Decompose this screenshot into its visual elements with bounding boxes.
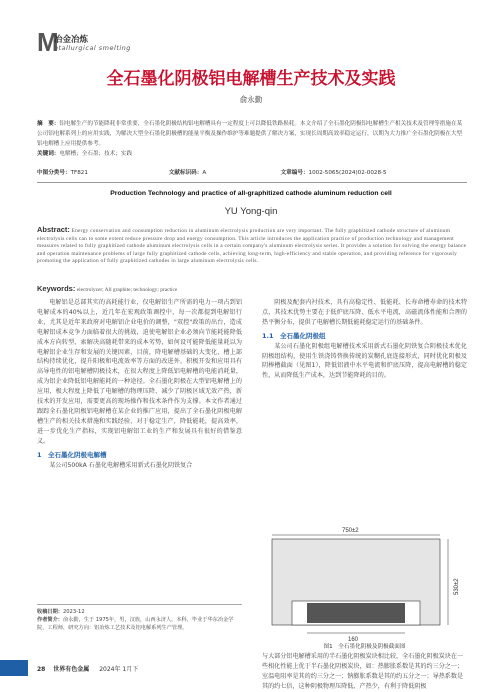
article-no-value: 1002-5065(2024)02-0028-5 (308, 170, 387, 176)
keywords-en (37, 284, 467, 293)
body-paragraph-after-figure: 与大部分铝电解槽采用的半石墨化阴极炭块相比较，全石墨化阴极炭块在一些相化性能上优于半石墨化阴极炭块，如：热膨胀系数是其的约三分之一；室温电阻率是其的约三分之一；钠膨胀系数是其的约五分之一；导热系数是其的约七倍，这种阴极物理压降低、产热少，有利于降低阴极 (262, 653, 464, 690)
height-dimension-label: 530±2 (454, 578, 460, 595)
brand-section-cn: 冶金冶炼 (54, 35, 89, 45)
page-corner-mark (0, 660, 28, 676)
author-bio-text: 俞永勤，生于 1975年，男，汉族，山西永济人，本科，毕业于华东冶金学院，工程师，研究方向：铝冶炼工艺技术及铝电解系列生产管理。 (37, 617, 234, 631)
journal-name: 世界有色金属 (53, 666, 90, 673)
keywords-cn-label: 关键词： (37, 151, 60, 157)
cathode-section-figure (262, 523, 467, 643)
keywords-en-label: Keywords: (37, 284, 76, 293)
body-paragraph: 阴极及配套内衬技术，具有高稳定性、低能耗、长寿命槽寿命的技术特点，其技术优势主要在于低炉底压降、低水平电流，高磁流体性能和合理的热平衡分布，提供了电解槽长期低能耗稳定运行的基础条件。 (262, 299, 467, 326)
body-column-right (262, 298, 467, 381)
author-bio (37, 616, 242, 632)
author-bio-label: 作者简介： (37, 617, 63, 623)
received-value: 2023-12 (62, 609, 85, 615)
body-paragraph: 电解铝是总部其实的高耗能行业，仅电解铝生产所需的电力一项占到铝电解成本的40%以上，近几年在宏观政策调控中，每一次都提到电解铝行业，尤其是近年来政府对电解铝企业电价的调整，"双控"政策的出台，造成电解铝成本竞争力面临着很大的挑战，迫使电解铝企业必须向节能耗能降低成本方向转型，索解决高随耗带来的成本劣势，如何设可能降低能量耗以为电解铝企业生存和发展的关键因素，目前，降电解槽基础的大变化，槽上部结构持续优化，提升阳极和电流效率等方面的改进外，积极开发和应用具有高导电性的铝电解槽阴极技术，在很大程度上降低铝电解槽的电能消耗量，成为铝企业降低铝电解能耗的一种途径。全石墨化阴极在大型铝电解槽上的应用，极大程度上降低了电解槽的物理压降，减少了阴极区域无效产热，新技术的开发应用，需要更高的现场操作和技术条件作为支撑。本文作者通过跟踪全石墨化阴极铝电解槽在某企业的推广应用，提出了全石墨化阴极电解槽生产的相关技术措施和实践经验，对于稳定生产，降低能耗，提高效率，进一步优化生产指标，实现铝电解铝工业的生产和发展具有很好的借鉴意义。 (37, 299, 242, 445)
abstract-cn (37, 119, 467, 159)
page-footer (37, 664, 138, 673)
paper-title: 全石墨化阴极铝电解槽生产技术及实践 (106, 69, 396, 89)
clc-value: TF821 (70, 170, 88, 176)
brand-logo-letter: M (37, 27, 59, 57)
article-no-item (281, 168, 387, 176)
page-number: 28 (37, 666, 46, 673)
body-paragraph: 某公司石墨化阴极组电解槽技术采用新式石墨化阴铁复合阴极技术优化阴极组结构，使用生铁浇铸替换传统的炭糊孔底连接形式，同时优化阴极及阴棒槽截面（见图1），降低铝液中水平电流和炉底压降，提高电解槽的稳定性，从而降低生产成本，达到节能降耗的目的。 (262, 342, 467, 380)
slot-dimension-label: 160 (348, 637, 359, 643)
body-paragraph: 某公司500kA 石墨化电解槽采用新式石墨化阴铁复合 (49, 461, 193, 469)
keywords-cn-text: 电解槽；全石墨；技术；实践 (59, 151, 133, 157)
section-heading-1: 1 全石墨化阴极电解槽 (37, 450, 107, 459)
section-heading-1-1: 1.1 全石墨化阴极组 (262, 331, 326, 340)
abstract-en-label: Abstract: (37, 225, 70, 234)
body-column-left (37, 298, 242, 470)
abstract-cn-text: 铝电解生产的节能降耗非常重要，全石墨化阴极结构铝电解槽具有一定程度上可以降低铁路损耗。本文介绍了全石墨化阴极铝电解槽生产相关技术及管理等措施在某公司铝电解系列上的应用实践，为解决大型全石墨化阴极槽的能量平衡及操作维护等难题提供了解决方案，实现长周期高效率稳定运行，以期为大力推广全石墨化阴极在大型铝电解槽上应用提供参考。 (37, 121, 463, 147)
clc-item (37, 168, 167, 176)
article-no-label: 文章编号： (280, 170, 309, 176)
received-label: 收稿日期： (37, 609, 63, 615)
abstract-en (37, 226, 467, 266)
abstract-en-text: Energy conservation and consumption reduction in aluminum electrolysis production are very important. The fully graphitized cathode structure of aluminum electrolysis cells can to some extent reduce pressure drop and energy consumption. This article introduces the application practice of production technology and management measures related to fully graphitized cathode aluminum electrolysis cells in a certain company's aluminum electrolysis series. It provides a solution for solving the energy balance and operation maintenance problems of large fully graphitized cathode cells, achieving long-term, high-efficiency and stable operation, and providing reference for vigorously promoting the application of fully graphitized cathodes in large aluminum electrolysis cells. (37, 228, 467, 265)
paper-author: 俞永勤 (239, 95, 263, 104)
paper-title-en: Production Technology and practice of all-graphitized cathode aluminum reduction cell (110, 190, 392, 197)
brand-section-en: etallurgical smelting (54, 44, 131, 52)
doc-code-label: 文献标识码： (168, 170, 203, 176)
author-footnote (37, 604, 242, 632)
received-date (37, 608, 242, 616)
doc-code-item (169, 168, 279, 176)
doc-code-value: A (202, 170, 207, 176)
paper-author-en: YU Yong-qin (224, 206, 278, 217)
figure-caption: 图1 全石墨化阴极及阴极截面图 (323, 644, 406, 650)
journal-issue: 2024年 1月下 (99, 666, 139, 673)
divider (37, 182, 467, 183)
abstract-cn-label: 摘 要： (37, 121, 60, 127)
clc-label: 中图分类号： (37, 170, 71, 176)
collector-bar (307, 603, 405, 623)
keywords-en-text: electrolyzer; All graphite; technology; practice (75, 287, 178, 293)
width-dimension-label: 750±2 (342, 528, 359, 534)
keywords-cn (37, 149, 467, 159)
classification-row (37, 168, 467, 176)
